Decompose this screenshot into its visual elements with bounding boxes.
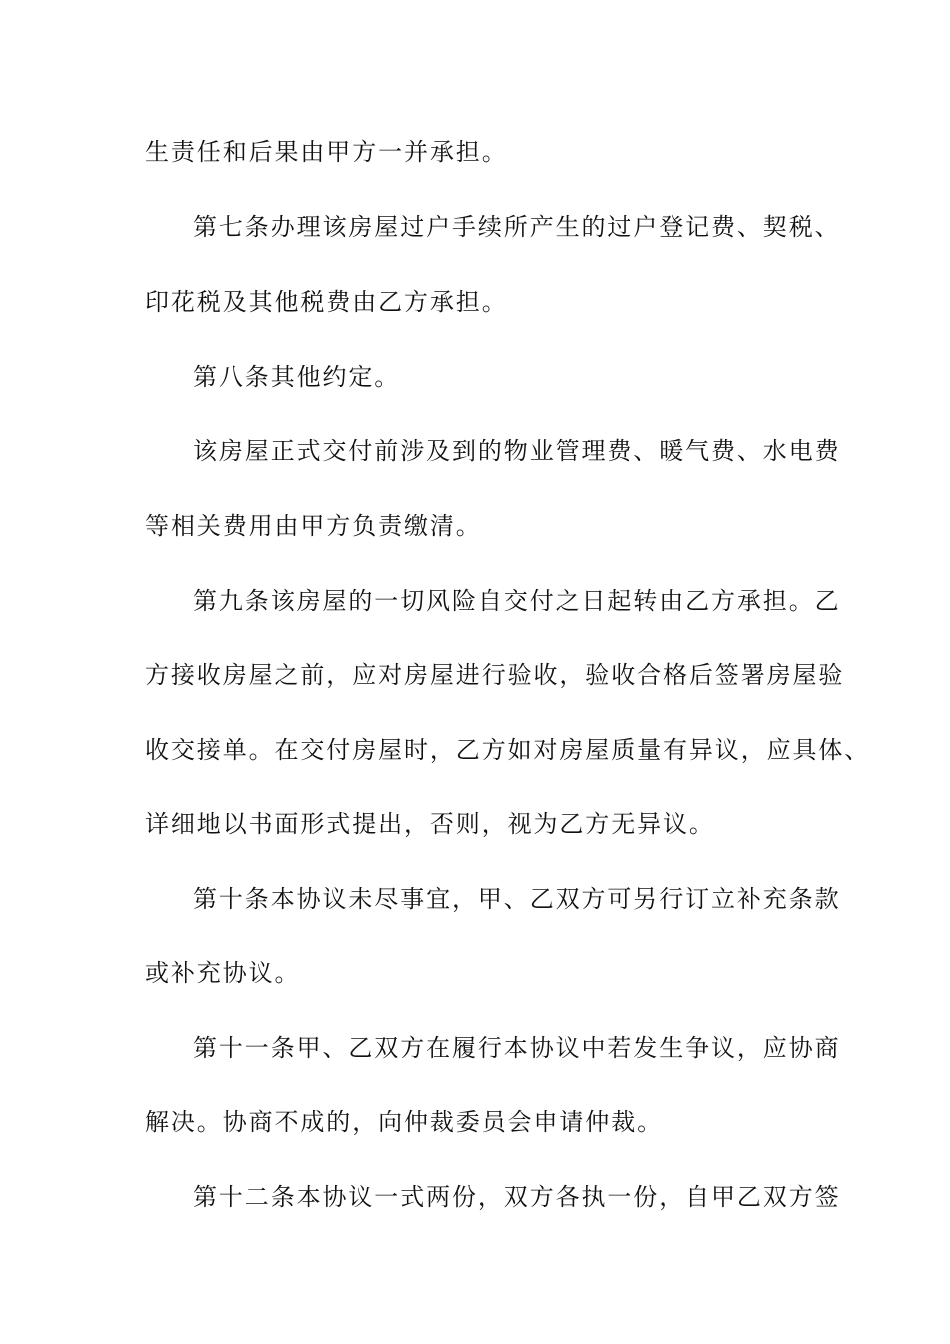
paragraph-line: 等相关费用由甲方负责缴清。 bbox=[145, 512, 482, 540]
paragraph-line: 解决。协商不成的，向仲裁委员会申请仲裁。 bbox=[145, 1108, 663, 1136]
article-9-line: 第九条该房屋的一切风险自交付之日起转由乙方承担。乙 bbox=[193, 587, 841, 615]
article-10-line: 第十条本协议未尽事宜，甲、乙双方可另行订立补充条款 bbox=[193, 885, 841, 913]
article-11-line: 第十一条甲、乙双方在履行本协议中若发生争议，应协商 bbox=[193, 1034, 841, 1062]
article-12-line: 第十二条本协议一式两份，双方各执一份，自甲乙双方签 bbox=[193, 1183, 841, 1211]
paragraph-line: 收交接单。在交付房屋时，乙方如对房屋质量有异议，应具体、 bbox=[145, 736, 871, 764]
paragraph-line: 印花税及其他税费由乙方承担。 bbox=[145, 288, 508, 316]
paragraph-line: 生责任和后果由甲方一并承担。 bbox=[145, 138, 508, 166]
paragraph-line: 该房屋正式交付前涉及到的物业管理费、暖气费、水电费 bbox=[193, 437, 841, 465]
article-7-line: 第七条办理该房屋过户手续所产生的过户登记费、契税、 bbox=[193, 213, 841, 241]
paragraph-line: 或补充协议。 bbox=[145, 959, 301, 987]
paragraph-line: 方接收房屋之前，应对房屋进行验收，验收合格后签署房屋验 bbox=[145, 661, 845, 689]
article-8-line: 第八条其他约定。 bbox=[193, 363, 401, 391]
paragraph-line: 详细地以书面形式提出，否则，视为乙方无异议。 bbox=[145, 810, 715, 838]
